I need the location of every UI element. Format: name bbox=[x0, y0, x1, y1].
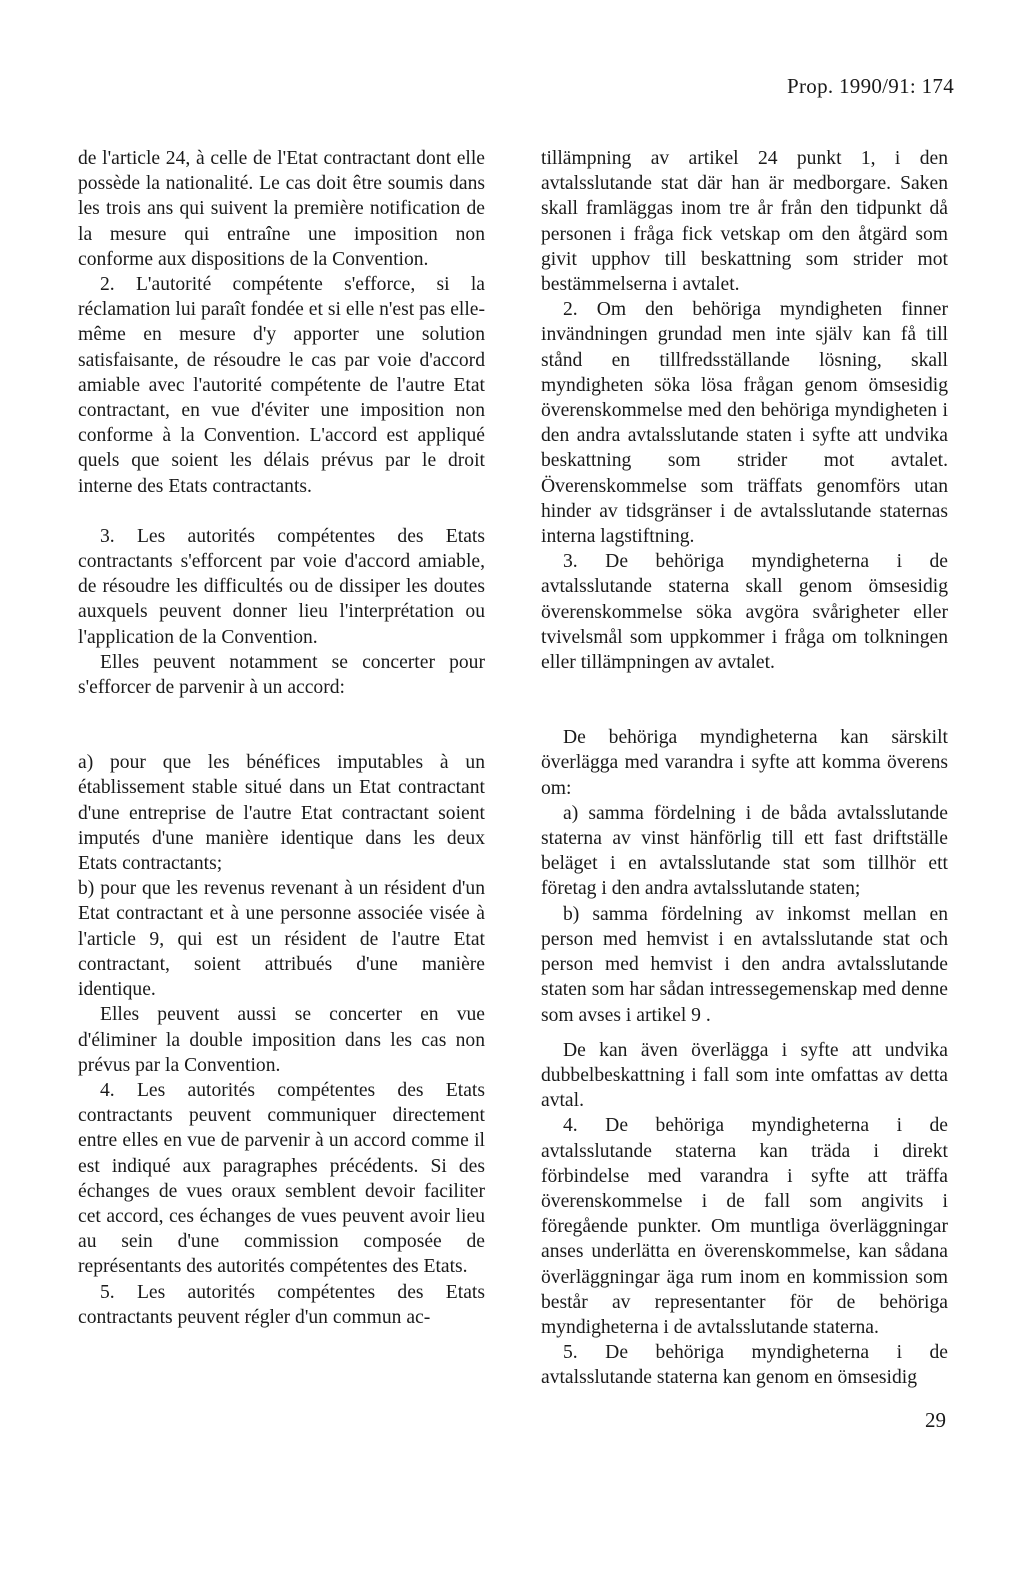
sv-paragraph-1: tillämpning av artikel 24 punkt 1, i den avtalsslutande stat där han är medborgare. Saken skall framläggas inom tre år från den tidpunkt då personen i fråga fick vetskap om den åtgärd som givit upphov till beskattning som strider mot bestämmelserna i avtalet. bbox=[541, 148, 948, 296]
sv-paragraph-2: 2. Om den behöriga myndigheten finner invändningen grundad men inte själv kan få till stånd en tillfredsställande lösning, skall myndigheten söka lösa frågan genom ömsesidig överenskommelse med den behöriga myndigheten i den andra avtalsslutande staten i syfte att undvika beskattning som strider mot avtalet. Överenskommelse som träffats genomförs utan hinder av tidsgränser i de avtalsslutande staternas interna lagstiftning. bbox=[541, 299, 948, 548]
fr-paragraph-2: 2. L'autorité compétente s'efforce, si la réclamation lui paraît fondée et si elle n'est pas elle-même en mesure d'y apporter une solution satisfaisante, de résoudre le cas par voie d'accord amiable avec l'autorité compétente de l'autre Etat contractant, en vue d'éviter une imposition non conforme à la Convention. L'accord est appliqué quels que soient les délais prévus par le droit interne des Etats contractants. bbox=[78, 274, 485, 497]
sv-paragraph-3: 3. De behöriga myndigheterna i de avtalsslutande staterna skall genom ömsesidig överenskommelse söka avgöra svårigheter eller tvivelsmål som uppkommer i fråga om tolkningen eller tillämpningen av avtalet. bbox=[541, 551, 948, 674]
fr-paragraph-8: 4. Les autorités compétentes des Etats contractants peuvent communiquer directement entre elles en vue de parvenir à un accord comme il est indiqué aux paragraphes précédents. Si des échanges de vues oraux semblent devoir faciliter cet accord, ces échanges de vues peuvent avoir lieu au sein d'une commission composée de représentants des autorités compétentes des Etats. bbox=[78, 1079, 485, 1278]
fr-paragraph-9: 5. Les autorités compétentes des Etats contractants peuvent régler d'un commun ac- bbox=[78, 1281, 485, 1328]
fr-paragraph-4: Elles peuvent notamment se concerter pour s'efforcer de parvenir à un accord: bbox=[78, 651, 485, 699]
sv-paragraph-4: De behöriga myndigheterna kan särskilt överlägga med varandra i syfte att komma överens om: bbox=[541, 727, 948, 799]
fr-paragraph-6: b) pour que les revenus revenant à un résident d'un Etat contractant et à une personne associée visée à l'article 9, qui est un résident de l'autre Etat contractant, soient attribués d'une manière identique. bbox=[78, 878, 485, 1001]
fr-paragraph-5: a) pour que les bénéfices imputables à un établissement stable situé dans un Etat contractant d'une entreprise de l'autre Etat contractant soient imputés d'une manière identique dans les deux Etats contractants; bbox=[78, 752, 485, 875]
fr-paragraph-1: de l'article 24, à celle de l'Etat contractant dont elle possède la nationalité. Le cas doit être soumis dans les trois ans qui suivent la première notification de la mesure qui entraîne une imposition non conforme aux dispositions de la Convention. bbox=[78, 148, 485, 270]
sv-paragraph-8: 4. De behöriga myndigheterna i de avtalsslutande staterna kan träda i direkt förbindelse med varandra i syfte att träffa överenskommelse i de fall som angivits i föregående punkter. Om muntliga överläggningar anses underlätta en överenskommelse, kan sådana överläggningar äga rum inom en kommission som består av representanter för de behöriga myndigheterna i de avtalsslutande staterna. bbox=[541, 1115, 948, 1338]
sv-paragraph-5: a) samma fördelning i de båda avtalsslutande staterna av vinst hänförlig till ett fast driftställe beläget i en avtalsslutande stat som tillhör ett företag i den andra avtalsslutande staten; bbox=[541, 802, 948, 900]
swedish-column bbox=[541, 146, 948, 1391]
french-column bbox=[78, 146, 485, 1330]
fr-paragraph-3: 3. Les autorités compétentes des Etats contractants s'efforcent par voie d'accord amiable, de résoudre les difficultés ou de dissiper les doutes auxquels peuvent donner lieu l'interprétation ou l'application de la Convention. bbox=[78, 525, 485, 648]
document-reference: Prop. 1990/91: 174 bbox=[787, 74, 954, 98]
fr-paragraph-7: Elles peuvent aussi se concerter en vue d'éliminer la double imposition dans les cas non prévus par la Convention. bbox=[78, 1004, 485, 1076]
sv-paragraph-7: De kan även överlägga i syfte att undvika dubbelbeskattning i fall som inte omfattas av detta avtal. bbox=[541, 1039, 948, 1112]
sv-paragraph-9: 5. De behöriga myndigheterna i de avtalsslutande staterna kan genom en ömsesidig bbox=[541, 1342, 948, 1389]
page-number: 29 bbox=[925, 1408, 946, 1432]
sv-paragraph-6: b) samma fördelning av inkomst mellan en person med hemvist i en avtalsslutande stat och person med hemvist i den andra avtalsslutande staten som har sådan intressegemenskap med denne som avses i artikel 9 . bbox=[541, 903, 948, 1026]
